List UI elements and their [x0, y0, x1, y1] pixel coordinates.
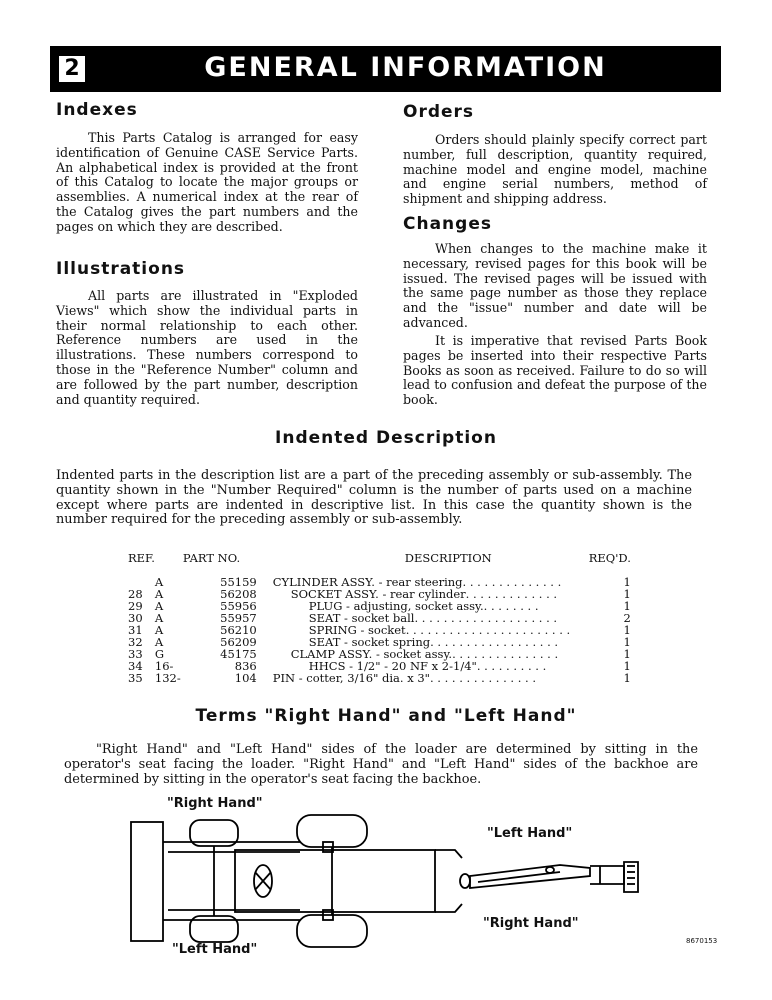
terms-text: "Right Hand" and "Left Hand" sides of the loader are determined by sitting in the operator's seat facing the loader. "Right Hand" and "Left Hand" sides of the backhoe are determined by sitting in the operator's seat facing the backhoe. [64, 742, 698, 787]
qty-cell: 1 [623, 635, 631, 649]
part-number-cell: 56208 [220, 587, 257, 601]
dot-leader: . . . . . . . . [483, 599, 539, 613]
prefix-cell: A [154, 587, 164, 601]
changes-text-2: It is imperative that revised Parts Book pages be inserted into their respective Parts Books as soon as received. Failure to do so will lead to confusion and defeat the purpose of the book. [403, 333, 707, 408]
illustrations-text: All parts are illustrated in "Exploded Views" which show the individual parts in their normal relationship to each other. Reference numbers are used in the illustrations. These numbers correspond to those in the "Reference Number" column and are followed by the part number, description and quantity required. [56, 288, 358, 407]
header-description: DESCRIPTION [404, 551, 492, 565]
qty-cell: 1 [623, 623, 631, 637]
ref-cell: 32 [128, 635, 143, 649]
dot-leader: . . . . . . . . . . . . . . [462, 575, 562, 589]
description-text: SPRING - socket [308, 623, 406, 637]
header-part-no: PART NO. [182, 551, 241, 565]
description-text: CYLINDER ASSY. - rear steering [272, 575, 463, 589]
qty-cell: 1 [623, 575, 631, 589]
indented-heading: Indented Description [275, 428, 497, 448]
figure-code: 8670153 [686, 937, 718, 945]
label-left-hand-loader: "Left Hand" [172, 942, 258, 957]
terms-heading: Terms "Right Hand" and "Left Hand" [195, 706, 577, 726]
header-ref: REF. [128, 551, 155, 565]
ref-cell: 31 [128, 623, 143, 637]
ref-cell: 34 [128, 659, 143, 673]
part-number-cell: 55159 [220, 575, 257, 589]
part-number-cell: 45175 [220, 647, 257, 661]
page-title: GENERAL INFORMATION [204, 52, 607, 83]
description-text: SEAT - socket ball [308, 611, 415, 625]
qty-cell: 2 [623, 611, 631, 625]
part-number-cell: 56210 [220, 623, 257, 637]
changes-text-1: When changes to the machine make it necessary, revised pages for this book will be issued. The revised pages will be issued with the same page number as those they replace and the "issue" number and date will be advanced. [403, 241, 707, 330]
loader-bucket [131, 822, 163, 941]
prefix-cell: A [154, 599, 164, 613]
orders-text: Orders should plainly specify correct part number, full description, quantity required, machine model and engine model, machine and engine serial numbers, method of shipment and shipping address. [403, 132, 707, 207]
description-text: SOCKET ASSY. - rear cylinder [290, 587, 466, 601]
part-number-cell: 55957 [220, 611, 257, 625]
description-text: HHCS - 1/2" - 20 NF x 2-1/4" [308, 659, 477, 673]
prefix-cell: 16- [154, 659, 174, 673]
qty-cell: 1 [623, 599, 631, 613]
ref-cell: 33 [128, 647, 143, 661]
prefix-cell: A [154, 611, 164, 625]
label-left-hand-backhoe: "Left Hand" [487, 826, 573, 841]
ref-cell: 28 [128, 587, 143, 601]
dot-leader: . . . . . . . . . . . . . . . . . . . . [414, 611, 558, 625]
description-text: CLAMP ASSY. - socket assy. [290, 647, 453, 661]
part-number-cell: 55956 [220, 599, 257, 613]
label-right-hand-backhoe: "Right Hand" [483, 916, 579, 931]
description-text: SEAT - socket spring [308, 635, 431, 649]
dot-leader: . . . . . . . . . . . . . . . . . . [430, 635, 559, 649]
orders-heading: Orders [403, 102, 475, 122]
part-number-cell: 104 [234, 671, 257, 685]
header-reqd: REQ'D. [588, 551, 631, 565]
description-text: PIN - cotter, 3/16" dia. x 3" [272, 671, 430, 685]
prefix-cell: A [154, 623, 164, 637]
indented-text: Indented parts in the description list are a part of the preceding assembly or sub-assembly. The quantity shown in the "Number Required" column is the number of parts used on a machine except where parts are indented in descriptive list. In this case the quantity shown is the number required for the preceding assembly or sub-assembly. [56, 468, 692, 528]
part-number-cell: 836 [234, 659, 257, 673]
prefix-cell: 132- [154, 671, 181, 685]
dot-leader: . . . . . . . . . . . . . . . . . . . . . . . [405, 623, 571, 637]
indexes-text: This Parts Catalog is arranged for easy identification of Genuine CASE Service Parts. An alphabetical index is provided at the front of this Catalog to locate the major groups or assemblies. A numerical index at the rear of the Catalog gives the part numbers and the pages on which they are described. [56, 130, 358, 234]
dot-leader: . . . . . . . . . . . . . [465, 587, 558, 601]
ref-cell: 35 [128, 671, 143, 685]
label-right-hand-loader: "Right Hand" [167, 796, 263, 811]
prefix-cell: G [154, 647, 165, 661]
changes-heading: Changes [403, 214, 492, 234]
prefix-cell: A [154, 575, 164, 589]
qty-cell: 1 [623, 671, 631, 685]
ref-cell: 30 [128, 611, 143, 625]
ref-cell: 29 [128, 599, 143, 613]
dot-leader: . . . . . . . . . . . . . . . [429, 671, 536, 685]
qty-cell: 1 [623, 647, 631, 661]
prefix-cell: A [154, 635, 164, 649]
qty-cell: 1 [623, 659, 631, 673]
description-text: PLUG - adjusting, socket assy. [308, 599, 484, 613]
illustrations-heading: Illustrations [56, 259, 186, 279]
dot-leader: . . . . . . . . . . . . . . . [452, 647, 559, 661]
dot-leader: . . . . . . . . . . [476, 659, 547, 673]
indexes-heading: Indexes [56, 100, 138, 120]
section-number: 2 [59, 56, 85, 82]
part-number-cell: 56209 [220, 635, 257, 649]
qty-cell: 1 [623, 587, 631, 601]
tractor-chassis [235, 850, 435, 912]
